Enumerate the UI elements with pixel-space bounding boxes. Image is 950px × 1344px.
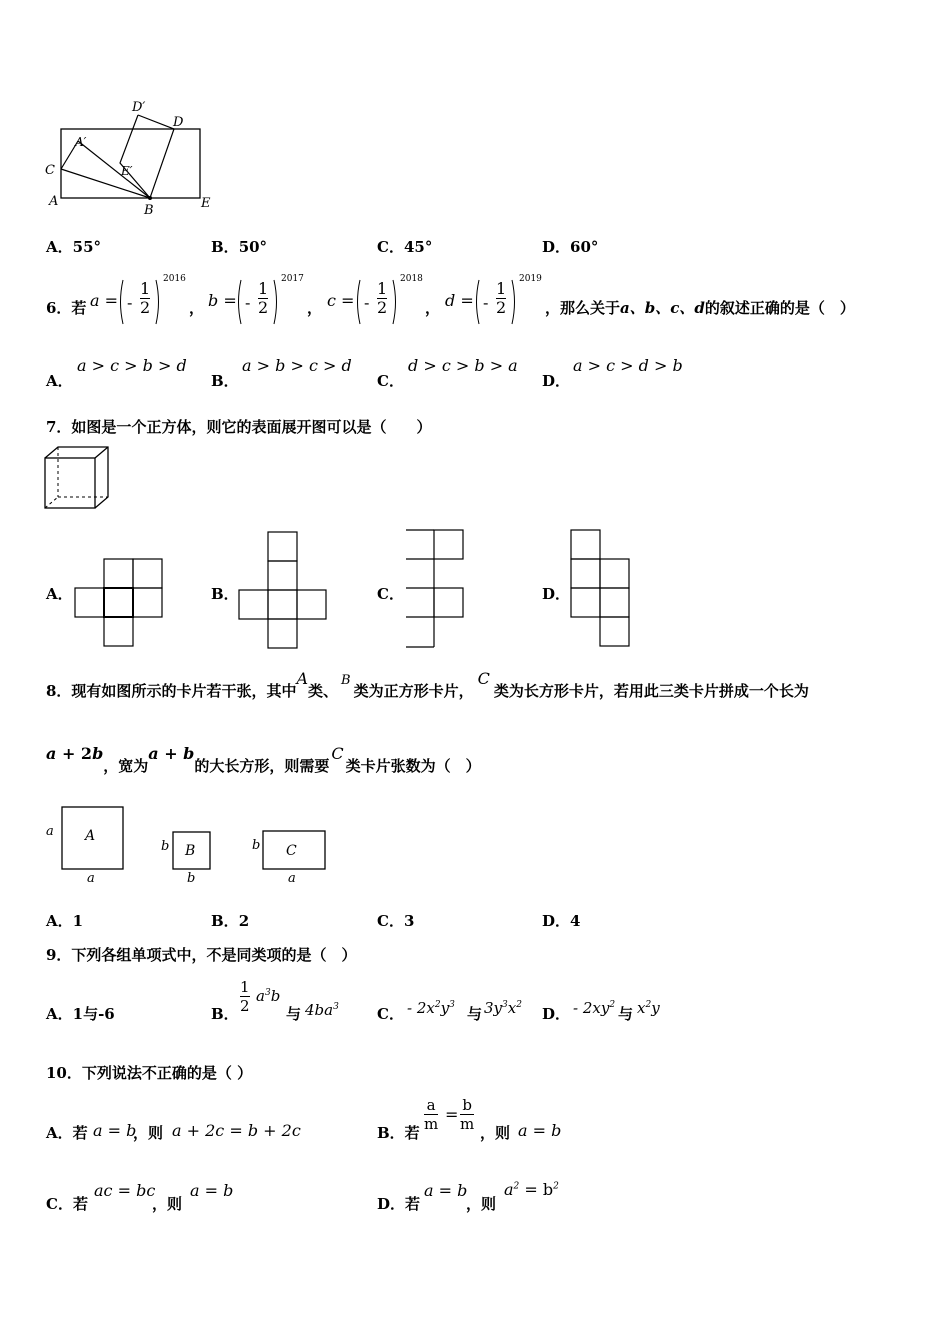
- card-c-side: b: [252, 838, 261, 853]
- label-Aprime: A′: [75, 135, 87, 149]
- q9-option-c-letter[interactable]: C．: [377, 1005, 404, 1023]
- c-left-mid: y: [440, 999, 450, 1017]
- d-res-eq: = b: [519, 1180, 554, 1199]
- option-letter: A．若: [46, 1124, 88, 1142]
- q6-tail-end: 的叙述正确的是（ ）: [704, 299, 855, 317]
- d-right-e: 2: [645, 1000, 652, 1010]
- q8-text-1: 8．现有如图所示的卡片若干张，其中: [46, 682, 297, 700]
- q8-var-a: A: [296, 669, 309, 688]
- d-res-a: a: [504, 1180, 514, 1199]
- b-base: a: [256, 987, 265, 1005]
- q6-option-d-text: a > c > d > b: [573, 356, 683, 375]
- d-left: - 2xy: [573, 999, 610, 1017]
- q8-var-b: B: [341, 673, 351, 688]
- option-text: 2: [238, 912, 250, 930]
- q6-option-d-letter[interactable]: D．: [542, 372, 571, 390]
- q8-option-b[interactable]: [211, 910, 249, 931]
- option-letter: C．: [377, 238, 404, 256]
- frac-num: 1: [377, 279, 388, 298]
- q10-b-frac2: [460, 1096, 474, 1133]
- q7-stem: 7．如图是一个正方体，则它的表面展开图可以是（ ）: [46, 418, 432, 436]
- q6-tail: [545, 297, 855, 318]
- q9-option-b-letter[interactable]: B．: [211, 1005, 239, 1023]
- b-right: 4ba: [305, 1001, 334, 1019]
- frac-num: 1: [240, 978, 250, 996]
- q6-a-minus: -: [127, 293, 133, 312]
- option-text: 60°: [570, 238, 599, 256]
- q6-c-name: c =: [327, 291, 355, 310]
- q8-option-c[interactable]: [377, 910, 414, 931]
- card-b-bottom: b: [187, 871, 196, 886]
- q10-a-then: ，则: [133, 1124, 164, 1142]
- option-letter: C．: [377, 912, 404, 930]
- q10-option-b[interactable]: [377, 1122, 420, 1143]
- frac-num: a: [424, 1096, 438, 1115]
- q10-c-cond: ac = bc: [94, 1181, 156, 1200]
- q6-d-exp: 2019: [519, 274, 542, 284]
- d-res-e2: 2: [553, 1181, 559, 1192]
- q9-option-b-right: [305, 1001, 339, 1019]
- frac-den: 2: [258, 298, 269, 317]
- option-text: 3: [403, 912, 415, 930]
- q10-option-d[interactable]: [377, 1193, 420, 1214]
- q7-option-d[interactable]: D．: [542, 585, 571, 603]
- c-left: - 2x: [407, 999, 435, 1017]
- q6-tail-text: ，那么关于: [545, 299, 621, 317]
- q10-b-frac1: [424, 1096, 438, 1133]
- card-b-side: b: [161, 839, 170, 854]
- q8-text-2: 类、: [308, 682, 339, 700]
- q6-b-frac: [258, 280, 268, 317]
- q10-option-c[interactable]: [46, 1193, 88, 1214]
- q8-text-7: 类卡片张数为（ ）: [345, 757, 481, 775]
- option-letter: D．: [542, 238, 571, 256]
- card-a-side: a: [46, 824, 54, 839]
- q9-option-a[interactable]: A．1与-6: [46, 1005, 115, 1023]
- c-right-e2: 2: [516, 1000, 522, 1010]
- q8-text-3: 类为正方形卡片，: [353, 682, 474, 700]
- q7-option-c[interactable]: C．: [377, 585, 404, 603]
- frac-num: 1: [258, 279, 269, 298]
- q6-option-a-letter[interactable]: A．: [46, 372, 73, 390]
- frac-den: m: [424, 1115, 439, 1133]
- q10-stem: 10．下列说法不正确的是（ ）: [46, 1064, 253, 1082]
- b-rest: b: [270, 987, 281, 1005]
- q6-sep-3: ，: [425, 299, 441, 317]
- card-c-bottom: a: [288, 871, 296, 886]
- q7-net-c: [404, 529, 466, 649]
- q6-d-minus: -: [483, 293, 489, 312]
- q8-line1: [46, 669, 809, 701]
- frac-den: 2: [496, 298, 507, 317]
- q6-d-name: d =: [445, 291, 474, 310]
- option-text: 1: [72, 912, 84, 930]
- q10-option-a[interactable]: [46, 1122, 88, 1143]
- q9-option-b-frac: [240, 978, 250, 1015]
- q6-option-c-text: d > c > b > a: [408, 356, 518, 375]
- frac-den: 2: [240, 997, 250, 1015]
- q10-d-result: [504, 1180, 559, 1199]
- q9-option-d-right: [637, 999, 660, 1017]
- label-D: D: [173, 115, 184, 130]
- q9-option-c-right: [484, 999, 522, 1017]
- frac-den: m: [460, 1115, 475, 1133]
- q8-line2: [46, 744, 481, 776]
- c-right: 3y: [484, 999, 503, 1017]
- q6-c-frac: [377, 280, 387, 317]
- q8-var-c2: C: [331, 744, 344, 763]
- q6-number: 6．若: [46, 299, 87, 317]
- q10-c-result: a = b: [190, 1181, 234, 1200]
- d-right: x: [637, 999, 646, 1017]
- q8-len-b: b: [92, 744, 104, 763]
- d-res-e1: 2: [513, 1181, 520, 1192]
- q10-c-then: ，则: [152, 1195, 183, 1213]
- q9-option-d-left: [573, 999, 615, 1017]
- q8-text-6: 的大长方形，则需要: [194, 757, 330, 775]
- option-letter: B．若: [377, 1124, 420, 1142]
- q6-c-minus: -: [364, 293, 370, 312]
- q9-option-d-with: 与: [618, 1005, 634, 1023]
- option-letter: A．: [46, 912, 73, 930]
- card-b-label: B: [185, 843, 196, 859]
- q10-b-result: a = b: [518, 1121, 562, 1140]
- q6-b-exp: 2017: [281, 274, 304, 284]
- frac-num: 1: [496, 279, 507, 298]
- q6-a-name: a =: [90, 291, 119, 310]
- b-right-exp: 3: [333, 1002, 339, 1012]
- q8-text-5: ，宽为: [103, 757, 149, 775]
- q7-net-a: [74, 558, 164, 648]
- frac-num: b: [460, 1096, 474, 1115]
- q6-tail-vars: a、b、c、d: [620, 299, 705, 317]
- option-letter: D．若: [377, 1195, 421, 1213]
- q8-option-d[interactable]: [542, 910, 580, 931]
- q10-a-result: a + 2c = b + 2c: [172, 1121, 301, 1140]
- q6-a-frac: [140, 280, 150, 317]
- c-left-e2: 3: [449, 1000, 455, 1010]
- b-exp: 3: [264, 988, 271, 998]
- q9-option-b-with: 与: [286, 1005, 302, 1023]
- q6-option-b-text: a > b > c > d: [242, 356, 352, 375]
- label-Eprime: E′: [121, 164, 133, 178]
- q10-b-then: ，则: [480, 1124, 511, 1142]
- q6-sep-1: ，: [189, 299, 205, 317]
- q8-len-plus: + 2: [56, 744, 93, 763]
- c-right-e1: 3: [502, 1000, 508, 1010]
- q8-length: [46, 744, 103, 763]
- option-text: 4: [570, 912, 581, 930]
- q9-option-c-with: 与: [467, 1005, 483, 1023]
- q5-option-c[interactable]: [377, 236, 432, 257]
- q5-option-d[interactable]: [542, 236, 598, 257]
- q6-sep-2: ，: [307, 299, 323, 317]
- option-text: 50°: [238, 238, 268, 256]
- label-Dprime: D′: [132, 100, 146, 115]
- q5-option-a[interactable]: [46, 236, 101, 257]
- card-c-label: C: [286, 843, 297, 859]
- q8-option-a[interactable]: [46, 910, 83, 931]
- option-text: 55°: [72, 238, 102, 256]
- q6-option-a-text: a > c > b > d: [77, 356, 187, 375]
- q7-net-d: [570, 529, 632, 649]
- q7-option-a[interactable]: A．: [46, 585, 73, 603]
- frac-num: 1: [140, 279, 151, 298]
- q9-option-b-term: [256, 987, 280, 1005]
- q8-text-4: 类为长方形卡片，若用此三类卡片拼成一个长为: [493, 682, 809, 700]
- frac-den: 2: [377, 298, 388, 317]
- option-letter: C．若: [46, 1195, 88, 1213]
- card-a-label: A: [85, 828, 96, 844]
- q7-cube-figure: [44, 446, 114, 510]
- d-left-e: 2: [609, 1000, 616, 1010]
- q10-a-cond: a = b: [93, 1121, 137, 1140]
- d-right-end: y: [651, 999, 660, 1017]
- option-letter: A．: [46, 238, 73, 256]
- q5-figure: [40, 95, 220, 220]
- c-right-mid: x: [507, 999, 517, 1017]
- label-E: E: [201, 196, 211, 211]
- option-letter: B．: [211, 912, 239, 930]
- q10-d-then: ，则: [466, 1195, 497, 1213]
- c-left-e1: 2: [434, 1000, 441, 1010]
- q6-d-frac: [496, 280, 506, 317]
- label-B: B: [144, 203, 154, 218]
- card-a-bottom: a: [87, 871, 95, 886]
- q9-option-d-letter[interactable]: D．: [542, 1005, 571, 1023]
- frac-den: 2: [140, 298, 151, 317]
- option-text: 45°: [403, 238, 433, 256]
- q9-stem: 9．下列各组单项式中，不是同类项的是（ ）: [46, 946, 357, 964]
- q5-option-b[interactable]: [211, 236, 267, 257]
- q6-c-exp: 2018: [400, 274, 423, 284]
- q8-len-a: a: [46, 744, 57, 763]
- q6-a-exp: 2016: [163, 274, 186, 284]
- q8-width: a + b: [148, 744, 195, 763]
- q9-option-c-left: [407, 999, 455, 1017]
- label-A: A: [49, 194, 59, 209]
- q6-option-c-letter[interactable]: C．: [377, 372, 404, 390]
- q6-b-minus: -: [245, 293, 251, 312]
- q8-var-c: C: [477, 669, 490, 688]
- q7-option-b[interactable]: B．: [211, 585, 239, 603]
- option-letter: B．: [211, 238, 239, 256]
- q10-d-cond: a = b: [424, 1181, 468, 1200]
- q10-b-eq: =: [445, 1105, 459, 1124]
- q7-net-b: [238, 531, 328, 649]
- q6-b-name: b =: [208, 291, 237, 310]
- q6-option-b-letter[interactable]: B．: [211, 372, 239, 390]
- label-C: C: [45, 163, 55, 178]
- option-letter: D．: [542, 912, 571, 930]
